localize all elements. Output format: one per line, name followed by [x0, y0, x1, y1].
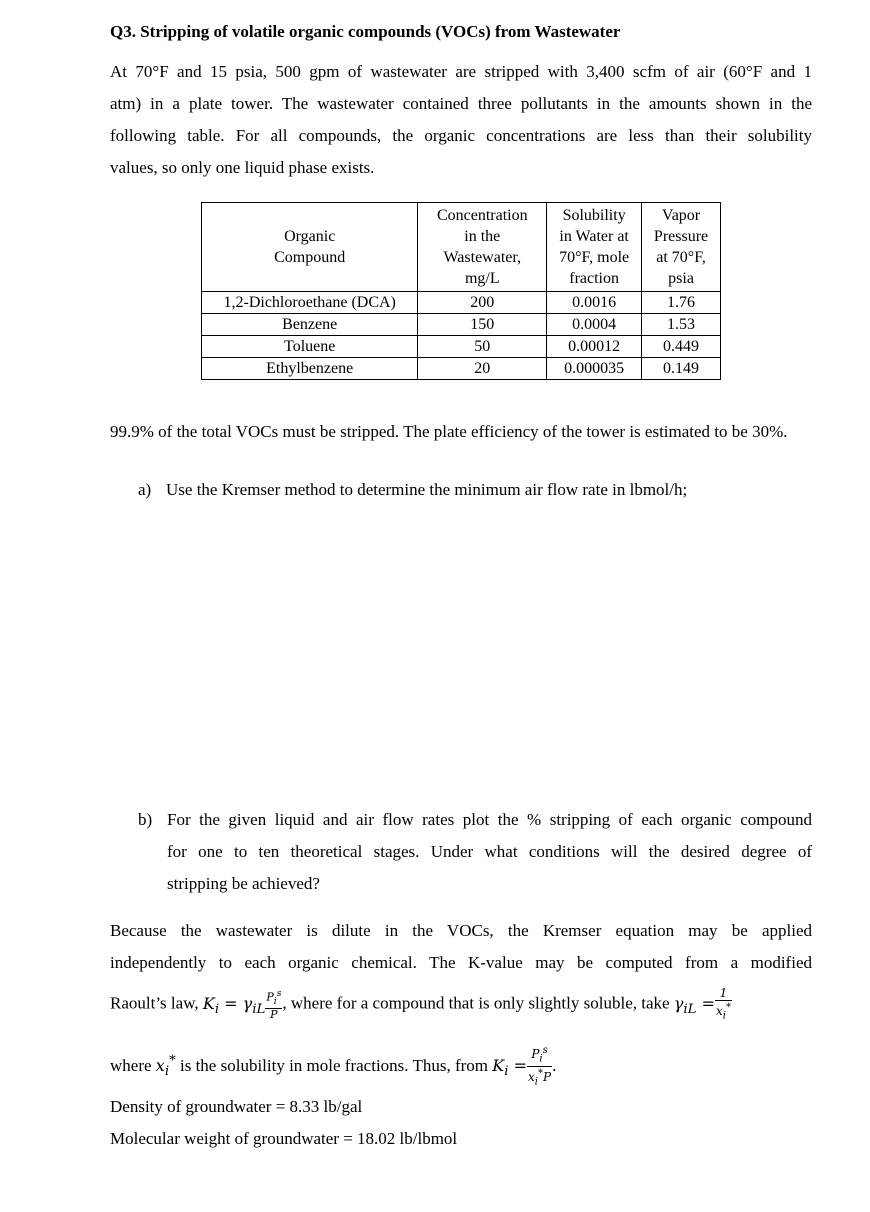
part-b-line: for one to ten theoretical stages. Under what conditions will the desired degree of	[167, 842, 812, 861]
intro-line: following table. For all compounds, the organic concentrations are less than their solubility	[110, 126, 812, 145]
intro-paragraph	[110, 56, 812, 184]
raoult-prefix: Raoult’s law,	[110, 993, 199, 1013]
cell-compound: 1,2-Dichloroethane (DCA)	[202, 292, 418, 314]
intro-line: values, so only one liquid phase exists.	[110, 158, 375, 177]
cell-solubility: 0.0004	[547, 314, 642, 336]
ps-over-p-fraction: $\frac{P_i^s}{P}$	[266, 988, 282, 1022]
table-row	[202, 358, 721, 380]
molecular-weight-fact: Molecular weight of groundwater = 18.02 lb/lbmol	[110, 1129, 458, 1148]
cell-concentration: 200	[418, 292, 547, 314]
intro-line: At 70°F and 15 psia, 500 gpm of wastewater are stripped with 3,400 scfm of air (60°F and 1	[110, 62, 812, 81]
table-row	[202, 292, 721, 314]
part-a-text: Use the Kremser method to determine the minimum air flow rate in lbmol/h;	[166, 480, 688, 499]
cell-solubility: 0.0016	[547, 292, 642, 314]
part-a-label: a)	[138, 480, 152, 499]
density-fact: Density of groundwater = 8.33 lb/gal	[110, 1097, 363, 1116]
x-star-symbol: $x_i^*$	[155, 1053, 176, 1079]
solubility-middle: is the solubility in mole fractions. Thus, from	[180, 1055, 489, 1075]
explanation-line: Because the wastewater is dilute in the VOCs, the Kremser equation may be applied	[110, 921, 812, 940]
header-organic-compound: Organic Compound	[202, 203, 418, 292]
part-b-line: stripping be achieved?	[167, 874, 320, 893]
cell-solubility: 0.000035	[547, 358, 642, 380]
raoult-middle: where for a compound that is only slightly soluble, take	[290, 993, 670, 1013]
cell-concentration: 150	[418, 314, 547, 336]
stripping-requirement: 99.9% of the total VOCs must be stripped. The plate efficiency of the tower is estimated to be 30%.	[110, 422, 788, 441]
solubility-prefix: where	[110, 1055, 152, 1075]
part-b-label: b)	[138, 810, 153, 829]
k-equation-2: $K_i$ =	[492, 1055, 527, 1079]
table-row	[202, 336, 721, 358]
cell-concentration: 20	[418, 358, 547, 380]
cell-vapor-pressure: 1.76	[642, 292, 721, 314]
gamma-equation: $\gamma_{iL}$ =	[673, 993, 715, 1017]
cell-compound: Ethylbenzene	[202, 358, 418, 380]
intro-line: atm) in a plate tower. The wastewater contained three pollutants in the amounts shown in the	[110, 94, 812, 113]
raoult-law-line: Raoult’s law, $K_i = \gamma_{iL}$ $\frac{P_i^s}{P}$ , where for a compound that is only slightly soluble, take $\gamma_{iL}$ = $\frac{1}{x_i^*}$	[110, 986, 731, 1022]
part-a	[138, 480, 687, 500]
cell-vapor-pressure: 1.53	[642, 314, 721, 336]
one-over-x-fraction: $\frac{1}{x_i^*}$	[716, 986, 731, 1022]
solubility-note-line: where $x_i^*$ is the solubility in mole fractions. Thus, from $K_i$ = $\frac{P_i^s}{x_i^*P}$ .	[110, 1045, 557, 1088]
pollutant-table	[201, 202, 721, 380]
header-solubility: Solubility in Water at 70°F, mole fraction	[547, 203, 642, 292]
cell-vapor-pressure: 0.449	[642, 336, 721, 358]
explanation-line: independently to each organic chemical. The K-value may be computed from a modified	[110, 953, 812, 972]
explanation-paragraph	[110, 915, 812, 979]
cell-vapor-pressure: 0.149	[642, 358, 721, 380]
cell-concentration: 50	[418, 336, 547, 358]
cell-compound: Toluene	[202, 336, 418, 358]
part-b-line: For the given liquid and air flow rates plot the % stripping of each organic compound	[167, 810, 812, 829]
ps-over-xp-fraction: $\frac{P_i^s}{x_i^*P}$	[528, 1045, 552, 1088]
question-title: Q3. Stripping of volatile organic compounds (VOCs) from Wastewater	[110, 22, 621, 41]
header-concentration: Concentration in the Wastewater, mg/L	[418, 203, 547, 292]
table-header-row	[202, 203, 721, 292]
cell-solubility: 0.00012	[547, 336, 642, 358]
table-row	[202, 314, 721, 336]
cell-compound: Benzene	[202, 314, 418, 336]
header-vapor-pressure: Vapor Pressure at 70°F, psia	[642, 203, 721, 292]
part-b	[138, 804, 812, 900]
k-equation: $K_i = \gamma_{iL}$	[202, 993, 266, 1017]
